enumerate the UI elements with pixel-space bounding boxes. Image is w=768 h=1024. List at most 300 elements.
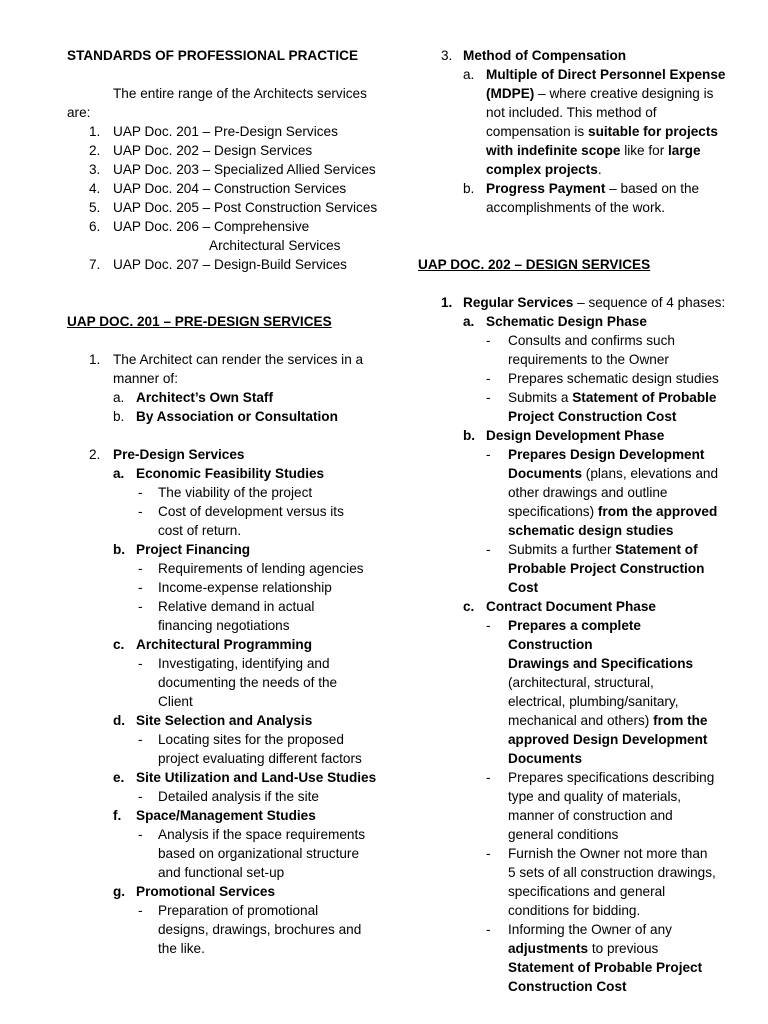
bullet-dash: - bbox=[138, 504, 143, 519]
line-text bbox=[136, 635, 389, 654]
line-text bbox=[508, 578, 728, 597]
bullet-dash: - bbox=[486, 770, 491, 785]
line-text bbox=[113, 255, 389, 274]
line-text bbox=[158, 844, 389, 863]
bold-text: Architectural Programming bbox=[136, 637, 313, 652]
list-item bbox=[67, 578, 389, 597]
bullet-dash: - bbox=[138, 485, 143, 500]
line-text bbox=[158, 578, 389, 597]
plain-text: – where creative designing is bbox=[534, 86, 714, 101]
bullet-dash: - bbox=[138, 789, 143, 804]
text-line bbox=[67, 616, 389, 635]
line-text bbox=[158, 673, 389, 692]
plain-text: (plans, elevations and bbox=[582, 466, 719, 481]
plain-text: Consults and confirms such bbox=[508, 333, 675, 348]
line-text bbox=[508, 920, 728, 939]
line-text bbox=[486, 179, 728, 198]
bold-text: Construction Cost bbox=[508, 979, 627, 994]
line-text bbox=[136, 540, 389, 559]
line-text bbox=[486, 198, 728, 217]
list-item bbox=[418, 312, 728, 331]
bullet-dash: - bbox=[486, 390, 491, 405]
line-text bbox=[508, 692, 728, 711]
bold-text: Drawings and Specifications bbox=[508, 656, 694, 671]
line-text bbox=[486, 597, 728, 616]
line-text bbox=[158, 920, 389, 939]
bold-text: Prepares a complete Construction bbox=[508, 618, 641, 652]
line-text bbox=[136, 768, 389, 787]
list-marker: 1. bbox=[89, 124, 101, 139]
line-text bbox=[508, 502, 728, 521]
line-text bbox=[158, 597, 389, 616]
plain-text: Locating sites for the proposed bbox=[158, 732, 344, 747]
line-text bbox=[113, 179, 389, 198]
list-item bbox=[418, 293, 728, 312]
list-marker: 3. bbox=[89, 162, 101, 177]
bullet-dash: - bbox=[138, 561, 143, 576]
bold-text: complex projects bbox=[486, 162, 598, 177]
bold-text: schematic design studies bbox=[508, 523, 674, 538]
list-marker: 3. bbox=[441, 48, 453, 63]
text-line bbox=[67, 863, 389, 882]
text-line bbox=[418, 692, 728, 711]
list-marker: d. bbox=[113, 713, 126, 728]
line-text bbox=[486, 122, 728, 141]
line-text bbox=[136, 806, 389, 825]
line-text bbox=[113, 141, 389, 160]
text-line bbox=[418, 559, 728, 578]
list-marker: a. bbox=[113, 390, 125, 405]
line-text bbox=[158, 730, 389, 749]
list-item bbox=[67, 654, 389, 673]
plain-text: general conditions bbox=[508, 827, 619, 842]
list-marker: c. bbox=[463, 599, 475, 614]
list-marker: 1. bbox=[89, 352, 101, 367]
line-text bbox=[136, 464, 389, 483]
line-text bbox=[113, 369, 389, 388]
plain-text: The Architect can render the services in a bbox=[113, 352, 364, 367]
bold-text: Multiple of Direct Personnel Expense bbox=[486, 67, 726, 82]
plain-text: to previous bbox=[588, 941, 659, 956]
line-text bbox=[136, 711, 389, 730]
blank-line bbox=[67, 426, 389, 445]
plain-text: Income-expense relationship bbox=[158, 580, 332, 595]
list-item bbox=[418, 388, 728, 407]
plain-text: the like. bbox=[158, 941, 205, 956]
bullet-dash: - bbox=[138, 903, 143, 918]
line-text bbox=[113, 84, 389, 103]
plain-text: Cost of development versus its bbox=[158, 504, 344, 519]
line-text bbox=[158, 749, 389, 768]
text-line bbox=[67, 939, 389, 958]
text-line bbox=[67, 521, 389, 540]
plain-text: (architectural, structural, bbox=[508, 675, 654, 690]
text-line bbox=[67, 103, 389, 122]
bold-text: Method of Compensation bbox=[463, 48, 627, 63]
list-item bbox=[418, 844, 728, 863]
bold-text: Documents bbox=[508, 751, 583, 766]
plain-text: like for bbox=[620, 143, 669, 158]
text-line bbox=[418, 787, 728, 806]
bold-text: Architect’s Own Staff bbox=[136, 390, 273, 405]
list-marker: b. bbox=[463, 428, 476, 443]
bold-text: Space/Management Studies bbox=[136, 808, 316, 823]
plain-text: Relative demand in actual bbox=[158, 599, 315, 614]
line-text bbox=[508, 882, 728, 901]
list-marker: b. bbox=[113, 542, 126, 557]
text-line bbox=[418, 901, 728, 920]
bullet-dash: - bbox=[138, 599, 143, 614]
text-line bbox=[418, 578, 728, 597]
bold-text: Cost bbox=[508, 580, 539, 595]
text-line bbox=[67, 692, 389, 711]
list-item bbox=[67, 901, 389, 920]
bold-text: Documents bbox=[508, 466, 583, 481]
line-text bbox=[486, 103, 728, 122]
text-line bbox=[418, 654, 728, 673]
plain-text: mechanical and others) bbox=[508, 713, 654, 728]
list-marker: a. bbox=[463, 314, 475, 329]
line-text bbox=[209, 236, 389, 255]
bold-text: Prepares Design Development bbox=[508, 447, 705, 462]
text-line bbox=[418, 141, 728, 160]
list-item bbox=[67, 179, 389, 198]
line-text bbox=[508, 787, 728, 806]
plain-text: compensation is bbox=[486, 124, 589, 139]
list-item bbox=[67, 217, 389, 236]
list-marker: b. bbox=[113, 409, 125, 424]
heading-text: UAP DOC. 202 – DESIGN SERVICES bbox=[418, 257, 651, 272]
list-item bbox=[67, 768, 389, 787]
line-text bbox=[486, 84, 728, 103]
line-text bbox=[486, 426, 728, 445]
line-text bbox=[508, 331, 728, 350]
plain-text: project evaluating different factors bbox=[158, 751, 362, 766]
section-heading bbox=[67, 46, 389, 65]
plain-text: UAP Doc. 203 – Specialized Allied Services bbox=[113, 162, 376, 177]
bold-text: with indefinite scope bbox=[486, 143, 621, 158]
list-item bbox=[67, 483, 389, 502]
text-line bbox=[418, 84, 728, 103]
plain-text: UAP Doc. 204 – Construction Services bbox=[113, 181, 347, 196]
list-marker: 2. bbox=[89, 143, 101, 158]
list-item bbox=[67, 160, 389, 179]
text-line bbox=[67, 236, 389, 255]
plain-text: Furnish the Owner not more than bbox=[508, 846, 708, 861]
bold-text: from the bbox=[653, 713, 708, 728]
text-line bbox=[418, 407, 728, 426]
line-text bbox=[508, 958, 728, 977]
bold-text: Contract Document Phase bbox=[486, 599, 656, 614]
bold-text: from the approved bbox=[597, 504, 718, 519]
text-line bbox=[418, 882, 728, 901]
blank-line bbox=[418, 274, 728, 293]
line-text bbox=[508, 825, 728, 844]
bold-text: Economic Feasibility Studies bbox=[136, 466, 325, 481]
bold-text: Pre-Design Services bbox=[113, 447, 245, 462]
line-text bbox=[113, 122, 389, 141]
left-column bbox=[67, 46, 389, 958]
line-text bbox=[508, 673, 728, 692]
list-item bbox=[67, 787, 389, 806]
list-item bbox=[418, 179, 728, 198]
line-text bbox=[508, 844, 728, 863]
plain-text: Preparation of promotional bbox=[158, 903, 319, 918]
plain-text: manner of: bbox=[113, 371, 178, 386]
line-text bbox=[113, 350, 389, 369]
list-item bbox=[67, 198, 389, 217]
list-item bbox=[67, 597, 389, 616]
blank-line bbox=[67, 331, 389, 350]
text-line bbox=[418, 350, 728, 369]
plain-text: Requirements of lending agencies bbox=[158, 561, 364, 576]
plain-text: The entire range of the Architects services bbox=[113, 86, 367, 101]
line-text bbox=[508, 483, 728, 502]
list-item bbox=[418, 920, 728, 939]
text-line bbox=[418, 806, 728, 825]
list-item bbox=[418, 540, 728, 559]
line-text bbox=[508, 749, 728, 768]
list-marker: b. bbox=[463, 181, 475, 196]
bullet-dash: - bbox=[486, 447, 491, 462]
text-line bbox=[418, 749, 728, 768]
bold-text: Probable Project Construction bbox=[508, 561, 705, 576]
bullet-dash: - bbox=[486, 542, 491, 557]
line-text bbox=[158, 939, 389, 958]
plain-text: UAP Doc. 202 – Design Services bbox=[113, 143, 313, 158]
bullet-dash: - bbox=[138, 580, 143, 595]
plain-text: are: bbox=[67, 105, 91, 120]
text-line bbox=[67, 369, 389, 388]
bold-text: Statement of bbox=[615, 542, 698, 557]
line-text bbox=[136, 407, 389, 426]
line-text bbox=[113, 198, 389, 217]
line-text bbox=[508, 711, 728, 730]
line-text bbox=[158, 502, 389, 521]
line-text bbox=[508, 806, 728, 825]
list-item bbox=[418, 331, 728, 350]
line-text bbox=[158, 654, 389, 673]
text-line bbox=[418, 730, 728, 749]
bold-text: (MDPE) bbox=[486, 86, 535, 101]
plain-text: . bbox=[597, 162, 602, 177]
plain-text: Investigating, identifying and bbox=[158, 656, 330, 671]
line-text bbox=[508, 464, 728, 483]
section-heading bbox=[67, 312, 389, 331]
bold-text: large bbox=[668, 143, 701, 158]
line-text bbox=[508, 616, 728, 654]
line-text bbox=[508, 863, 728, 882]
list-marker: 7. bbox=[89, 257, 101, 272]
heading-text: UAP DOC. 201 – PRE-DESIGN SERVICES bbox=[67, 314, 332, 329]
line-text bbox=[486, 160, 728, 179]
list-marker: 1. bbox=[441, 295, 453, 310]
line-text bbox=[508, 768, 728, 787]
line-text bbox=[113, 217, 389, 236]
text-line bbox=[67, 844, 389, 863]
line-text bbox=[158, 901, 389, 920]
blank-line bbox=[67, 293, 389, 312]
bullet-dash: - bbox=[486, 371, 491, 386]
line-text bbox=[486, 312, 728, 331]
list-item bbox=[67, 445, 389, 464]
text-line bbox=[418, 711, 728, 730]
plain-text: 5 sets of all construction drawings, bbox=[508, 865, 716, 880]
plain-text: and functional set-up bbox=[158, 865, 285, 880]
plain-text: Client bbox=[158, 694, 193, 709]
line-text bbox=[67, 103, 389, 122]
list-marker: g. bbox=[113, 884, 126, 899]
blank-line bbox=[418, 217, 728, 236]
plain-text: specifications and general bbox=[508, 884, 666, 899]
bullet-dash: - bbox=[486, 922, 491, 937]
bullet-dash: - bbox=[486, 618, 491, 633]
text-line bbox=[418, 103, 728, 122]
bold-text: Project Financing bbox=[136, 542, 251, 557]
list-item bbox=[67, 825, 389, 844]
list-item bbox=[67, 255, 389, 274]
list-item bbox=[67, 407, 389, 426]
plain-text: other drawings and outline bbox=[508, 485, 668, 500]
bold-text: Design Development Phase bbox=[486, 428, 665, 443]
plain-text: UAP Doc. 207 – Design-Build Services bbox=[113, 257, 347, 272]
bold-text: approved Design Development bbox=[508, 732, 708, 747]
line-text bbox=[113, 160, 389, 179]
plain-text: Analysis if the space requirements bbox=[158, 827, 366, 842]
bold-text: adjustments bbox=[508, 941, 589, 956]
list-item bbox=[67, 882, 389, 901]
list-marker: a. bbox=[463, 67, 475, 82]
line-text bbox=[158, 825, 389, 844]
list-marker: a. bbox=[113, 466, 125, 481]
line-text bbox=[508, 901, 728, 920]
plain-text: cost of return. bbox=[158, 523, 242, 538]
line-text bbox=[158, 787, 389, 806]
list-item bbox=[67, 635, 389, 654]
list-item bbox=[418, 369, 728, 388]
list-item bbox=[418, 426, 728, 445]
list-item bbox=[67, 806, 389, 825]
plain-text: UAP Doc. 205 – Post Construction Services bbox=[113, 200, 378, 215]
list-marker: 4. bbox=[89, 181, 101, 196]
line-text bbox=[158, 616, 389, 635]
plain-text: documenting the needs of the bbox=[158, 675, 338, 690]
list-marker: 5. bbox=[89, 200, 101, 215]
heading-text: STANDARDS OF PROFESSIONAL PRACTICE bbox=[67, 48, 359, 63]
bullet-dash: - bbox=[486, 333, 491, 348]
text-line bbox=[418, 863, 728, 882]
plain-text: – based on the bbox=[605, 181, 700, 196]
list-item bbox=[67, 388, 389, 407]
list-marker: 6. bbox=[89, 219, 101, 234]
list-item bbox=[418, 445, 728, 464]
list-item bbox=[67, 141, 389, 160]
bold-text: Schematic Design Phase bbox=[486, 314, 647, 329]
plain-text: financing negotiations bbox=[158, 618, 290, 633]
list-item bbox=[67, 559, 389, 578]
line-text bbox=[508, 350, 728, 369]
bold-text: Regular Services bbox=[463, 295, 574, 310]
list-item bbox=[67, 464, 389, 483]
line-text bbox=[508, 369, 728, 388]
plain-text: not included. This method of bbox=[486, 105, 657, 120]
text-line bbox=[418, 521, 728, 540]
text-line bbox=[418, 483, 728, 502]
text-line bbox=[67, 749, 389, 768]
plain-text: Submits a further bbox=[508, 542, 616, 557]
plain-text: type and quality of materials, bbox=[508, 789, 682, 804]
right-column bbox=[418, 46, 728, 996]
line-text bbox=[508, 388, 728, 407]
list-marker: 2. bbox=[89, 447, 101, 462]
line-text bbox=[508, 939, 728, 958]
list-item bbox=[418, 768, 728, 787]
line-text bbox=[136, 882, 389, 901]
plain-text: specifications) bbox=[508, 504, 598, 519]
text-line bbox=[67, 673, 389, 692]
list-item bbox=[67, 350, 389, 369]
plain-text: based on organizational structure bbox=[158, 846, 360, 861]
text-line bbox=[418, 198, 728, 217]
blank-line bbox=[67, 274, 389, 293]
line-text bbox=[508, 977, 728, 996]
list-item bbox=[67, 711, 389, 730]
list-item bbox=[418, 65, 728, 84]
plain-text: conditions for bidding. bbox=[508, 903, 641, 918]
list-item bbox=[67, 730, 389, 749]
text-line bbox=[418, 673, 728, 692]
text-line bbox=[67, 920, 389, 939]
plain-text: Detailed analysis if the site bbox=[158, 789, 319, 804]
text-line bbox=[418, 825, 728, 844]
line-text bbox=[158, 559, 389, 578]
text-line bbox=[418, 122, 728, 141]
text-line bbox=[418, 958, 728, 977]
text-line bbox=[418, 464, 728, 483]
bold-text: Site Selection and Analysis bbox=[136, 713, 313, 728]
plain-text: manner of construction and bbox=[508, 808, 673, 823]
line-text bbox=[508, 730, 728, 749]
line-text bbox=[158, 521, 389, 540]
line-text bbox=[463, 293, 728, 312]
bold-text: Progress Payment bbox=[486, 181, 606, 196]
blank-line bbox=[67, 65, 389, 84]
list-marker: c. bbox=[113, 637, 125, 652]
plain-text: UAP Doc. 206 – Comprehensive bbox=[113, 219, 310, 234]
bullet-dash: - bbox=[138, 732, 143, 747]
bold-text: Project Construction Cost bbox=[508, 409, 677, 424]
section-heading bbox=[418, 255, 728, 274]
list-marker: e. bbox=[113, 770, 125, 785]
bold-text: suitable for projects bbox=[588, 124, 718, 139]
bold-text: By Association or Consultation bbox=[136, 409, 338, 424]
bold-text: Site Utilization and Land-Use Studies bbox=[136, 770, 377, 785]
text-line bbox=[418, 160, 728, 179]
line-text bbox=[136, 388, 389, 407]
list-item bbox=[418, 597, 728, 616]
plain-text: Prepares schematic design studies bbox=[508, 371, 719, 386]
line-text bbox=[113, 445, 389, 464]
plain-text: Submits a bbox=[508, 390, 573, 405]
list-item bbox=[418, 46, 728, 65]
bullet-dash: - bbox=[486, 846, 491, 861]
blank-line bbox=[418, 236, 728, 255]
line-text bbox=[508, 521, 728, 540]
text-line bbox=[418, 977, 728, 996]
bold-text: Statement of Probable Project bbox=[508, 960, 703, 975]
list-marker: f. bbox=[113, 808, 122, 823]
line-text bbox=[508, 407, 728, 426]
